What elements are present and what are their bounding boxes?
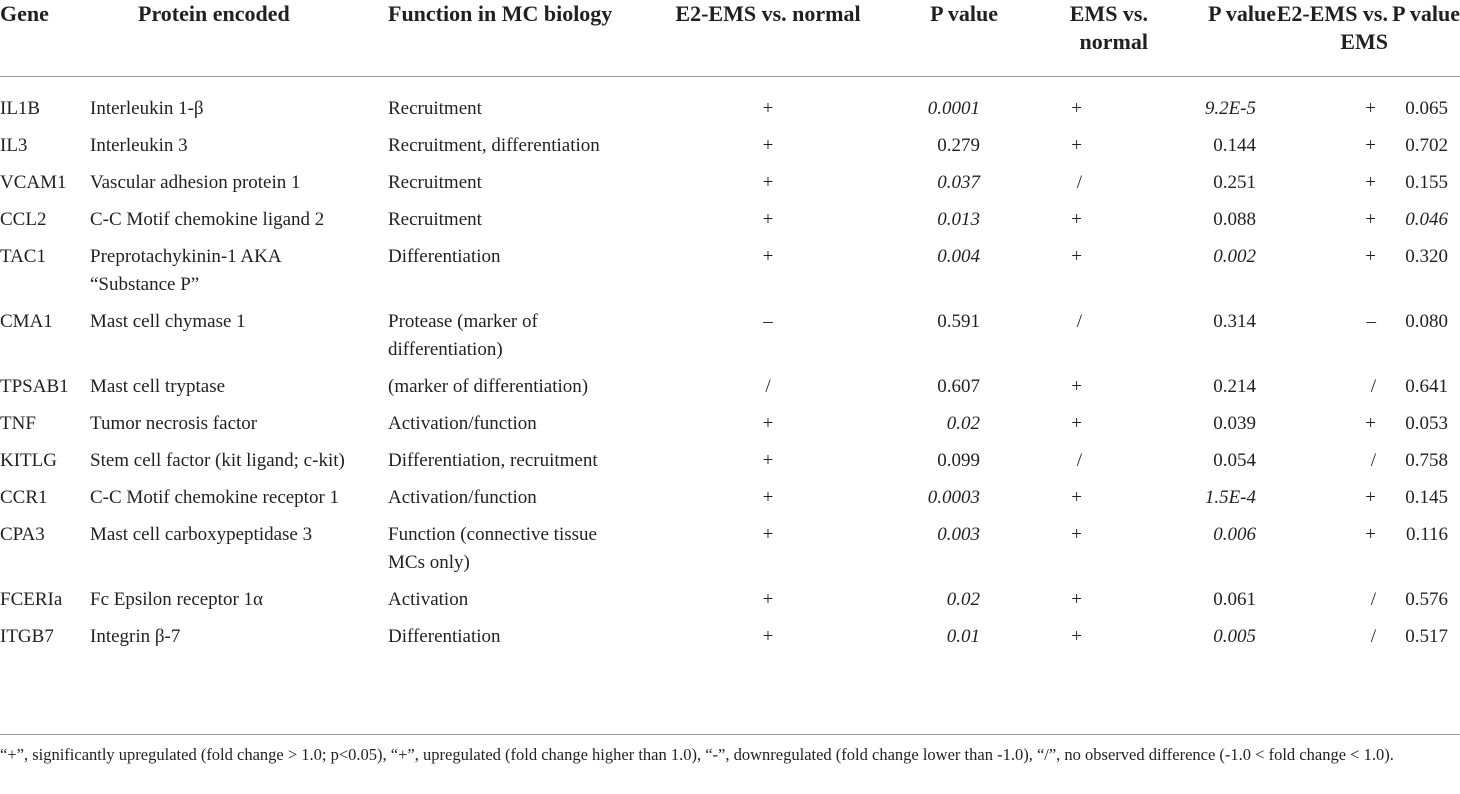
cell-e2ems-vs-normal: + [762,209,774,230]
cell-p-value-3: 0.758 [1405,450,1448,471]
cell-e2ems-vs-normal: + [762,524,774,545]
cell-ems-vs-normal: + [1071,524,1082,545]
cell-p-value-2: 0.251 [1213,172,1256,193]
cell-ems-vs-normal: + [1071,209,1082,230]
cell-p-value-1: 0.02 [946,413,980,434]
cell-ems-vs-normal: + [1071,589,1082,610]
cell-e2ems-vs-normal: + [762,450,774,471]
cell-e2ems-vs-ems: + [1365,524,1376,545]
cell-p-value-1: 0.013 [937,209,980,230]
cell-e2ems-vs-normal: + [762,413,774,434]
cell-p-value-3: 0.641 [1405,376,1448,397]
table-row [0,447,1460,484]
cell-function: Activation [388,589,469,610]
cell-e2ems-vs-normal: + [762,589,774,610]
cell-ems-vs-normal: / [1076,311,1082,332]
cell-function: Recruitment, differentiation [388,135,600,156]
table-row [0,132,1460,169]
table-row [0,373,1460,410]
cell-p-value-3: 0.145 [1405,487,1448,508]
table-row [0,308,1460,373]
cell-p-value-2: 0.214 [1213,376,1256,397]
cell-function: (marker of differentiation) [388,376,589,397]
cell-gene: ITGB7 [0,626,54,647]
cell-p-value-2: 0.061 [1213,589,1256,610]
table-row [0,243,1460,308]
cell-function: Function (connective tissue MCs only) [388,524,597,573]
cell-e2ems-vs-ems: / [1370,376,1376,397]
table-row [0,169,1460,206]
cell-p-value-2: 0.039 [1213,413,1256,434]
cell-e2ems-vs-ems: / [1370,450,1376,471]
cell-p-value-2: 1.5E-4 [1204,487,1256,508]
cell-protein: Tumor necrosis factor [90,413,258,434]
cell-function: Differentiation [388,626,501,647]
table-row [0,206,1460,243]
cell-p-value-3: 0.517 [1405,626,1448,647]
cell-p-value-1: 0.003 [937,524,980,545]
cell-p-value-1: 0.02 [946,589,980,610]
cell-gene: CMA1 [0,311,53,332]
cell-protein: Interleukin 1-β [90,98,204,119]
cell-p-value-3: 0.576 [1405,589,1448,610]
cell-p-value-3: 0.116 [1405,524,1448,545]
table-footnote: “+”, significantly upregulated (fold change > 1.0; p<0.05), “+”, upregulated (fold change higher than 1.0), “-”, downregulated (fold change lower than -1.0), “/”, no observed difference (-1.0 < fold change < 1.0). [0,745,1394,764]
cell-p-value-3: 0.053 [1405,413,1448,434]
cell-e2ems-vs-ems: / [1370,589,1376,610]
cell-p-value-3: 0.155 [1405,172,1448,193]
cell-gene: VCAM1 [0,172,67,193]
cell-function: Recruitment [388,209,482,230]
table-row [0,521,1460,586]
cell-gene: KITLG [0,450,57,471]
cell-ems-vs-normal: + [1071,246,1082,267]
cell-gene: CCR1 [0,487,48,508]
cell-function: Recruitment [388,98,482,119]
cell-gene: FCERIa [0,589,63,610]
header-e2ems-vs-normal: E2-EMS vs. normal [675,1,861,26]
cell-p-value-1: 0.607 [937,376,980,397]
cell-ems-vs-normal: / [1076,172,1082,193]
cell-protein: C-C Motif chemokine receptor 1 [90,487,340,508]
cell-e2ems-vs-ems: + [1365,487,1376,508]
cell-e2ems-vs-ems: – [1366,311,1376,332]
cell-function: Protease (marker of differentiation) [388,311,538,360]
header-p-value-3: P value [1392,1,1460,26]
cell-ems-vs-normal: + [1071,98,1082,119]
cell-protein: Preprotachykinin-1 AKA “Substance P” [90,246,281,295]
cell-e2ems-vs-normal: / [765,376,771,397]
table-header-row [0,0,1460,77]
cell-p-value-1: 0.0003 [927,487,980,508]
cell-p-value-3: 0.702 [1405,135,1448,156]
table-row [0,484,1460,521]
header-p-value-1: P value [930,1,998,26]
cell-p-value-3: 0.046 [1405,209,1448,230]
cell-p-value-2: 9.2E-5 [1204,98,1256,119]
cell-function: Differentiation [388,246,501,267]
cell-e2ems-vs-ems: + [1365,135,1376,156]
table-row [0,586,1460,623]
cell-protein: Interleukin 3 [90,135,188,156]
cell-ems-vs-normal: / [1076,450,1082,471]
header-p-value-2: P value [1208,1,1276,26]
cell-p-value-2: 0.002 [1213,246,1256,267]
cell-protein: Fc Epsilon receptor 1α [90,589,263,610]
cell-p-value-3: 0.080 [1405,311,1448,332]
cell-e2ems-vs-normal: – [763,311,773,332]
header-e2ems-vs-ems: E2-EMS vs. EMS [1276,1,1388,54]
cell-e2ems-vs-normal: + [762,98,774,119]
cell-function: Differentiation, recruitment [388,450,598,471]
cell-p-value-1: 0.01 [946,626,980,647]
cell-ems-vs-normal: + [1071,376,1082,397]
footnote-divider [0,734,1460,735]
cell-gene: IL3 [0,135,28,156]
cell-protein: Stem cell factor (kit ligand; c-kit) [90,450,345,471]
cell-protein: Vascular adhesion protein 1 [90,172,301,193]
cell-p-value-3: 0.320 [1405,246,1448,267]
cell-p-value-2: 0.144 [1213,135,1256,156]
cell-e2ems-vs-ems: + [1365,172,1376,193]
table-row [0,623,1460,660]
cell-gene: TPSAB1 [0,376,69,397]
cell-e2ems-vs-normal: + [762,172,774,193]
cell-gene: TNF [0,413,36,434]
cell-p-value-2: 0.088 [1213,209,1256,230]
cell-p-value-1: 0.0001 [927,98,980,119]
cell-p-value-1: 0.004 [937,246,980,267]
cell-gene: CCL2 [0,209,47,230]
cell-function: Recruitment [388,172,482,193]
table-body [0,77,1460,661]
cell-e2ems-vs-ems: / [1370,626,1376,647]
cell-p-value-2: 0.054 [1213,450,1256,471]
cell-protein: Mast cell tryptase [90,376,226,397]
cell-e2ems-vs-ems: + [1365,246,1376,267]
header-protein-encoded: Protein encoded [138,1,290,26]
header-function: Function in MC biology [388,1,613,26]
cell-e2ems-vs-ems: + [1365,209,1376,230]
cell-p-value-3: 0.065 [1405,98,1448,119]
cell-ems-vs-normal: + [1071,413,1082,434]
cell-e2ems-vs-normal: + [762,246,774,267]
cell-e2ems-vs-ems: + [1365,98,1376,119]
cell-protein: C-C Motif chemokine ligand 2 [90,209,325,230]
cell-e2ems-vs-ems: + [1365,413,1376,434]
cell-p-value-1: 0.037 [937,172,980,193]
table-row [0,77,1460,133]
cell-p-value-2: 0.005 [1213,626,1256,647]
cell-ems-vs-normal: + [1071,135,1082,156]
cell-ems-vs-normal: + [1071,626,1082,647]
cell-protein: Mast cell chymase 1 [90,311,246,332]
cell-p-value-1: 0.099 [937,450,980,471]
cell-e2ems-vs-normal: + [762,487,774,508]
cell-e2ems-vs-normal: + [762,626,774,647]
cell-protein: Integrin β-7 [90,626,181,647]
header-ems-vs-normal: EMS vs. normal [1069,1,1148,54]
table-row [0,410,1460,447]
cell-p-value-1: 0.591 [937,311,980,332]
cell-function: Activation/function [388,413,537,434]
cell-gene: CPA3 [0,524,45,545]
cell-protein: Mast cell carboxypeptidase 3 [90,524,313,545]
cell-ems-vs-normal: + [1071,487,1082,508]
cell-e2ems-vs-normal: + [762,135,774,156]
cell-gene: IL1B [0,98,41,119]
cell-p-value-1: 0.279 [937,135,980,156]
cell-function: Activation/function [388,487,537,508]
header-gene: Gene [0,1,49,26]
cell-gene: TAC1 [0,246,46,267]
cell-p-value-2: 0.314 [1213,311,1256,332]
cell-p-value-2: 0.006 [1213,524,1256,545]
